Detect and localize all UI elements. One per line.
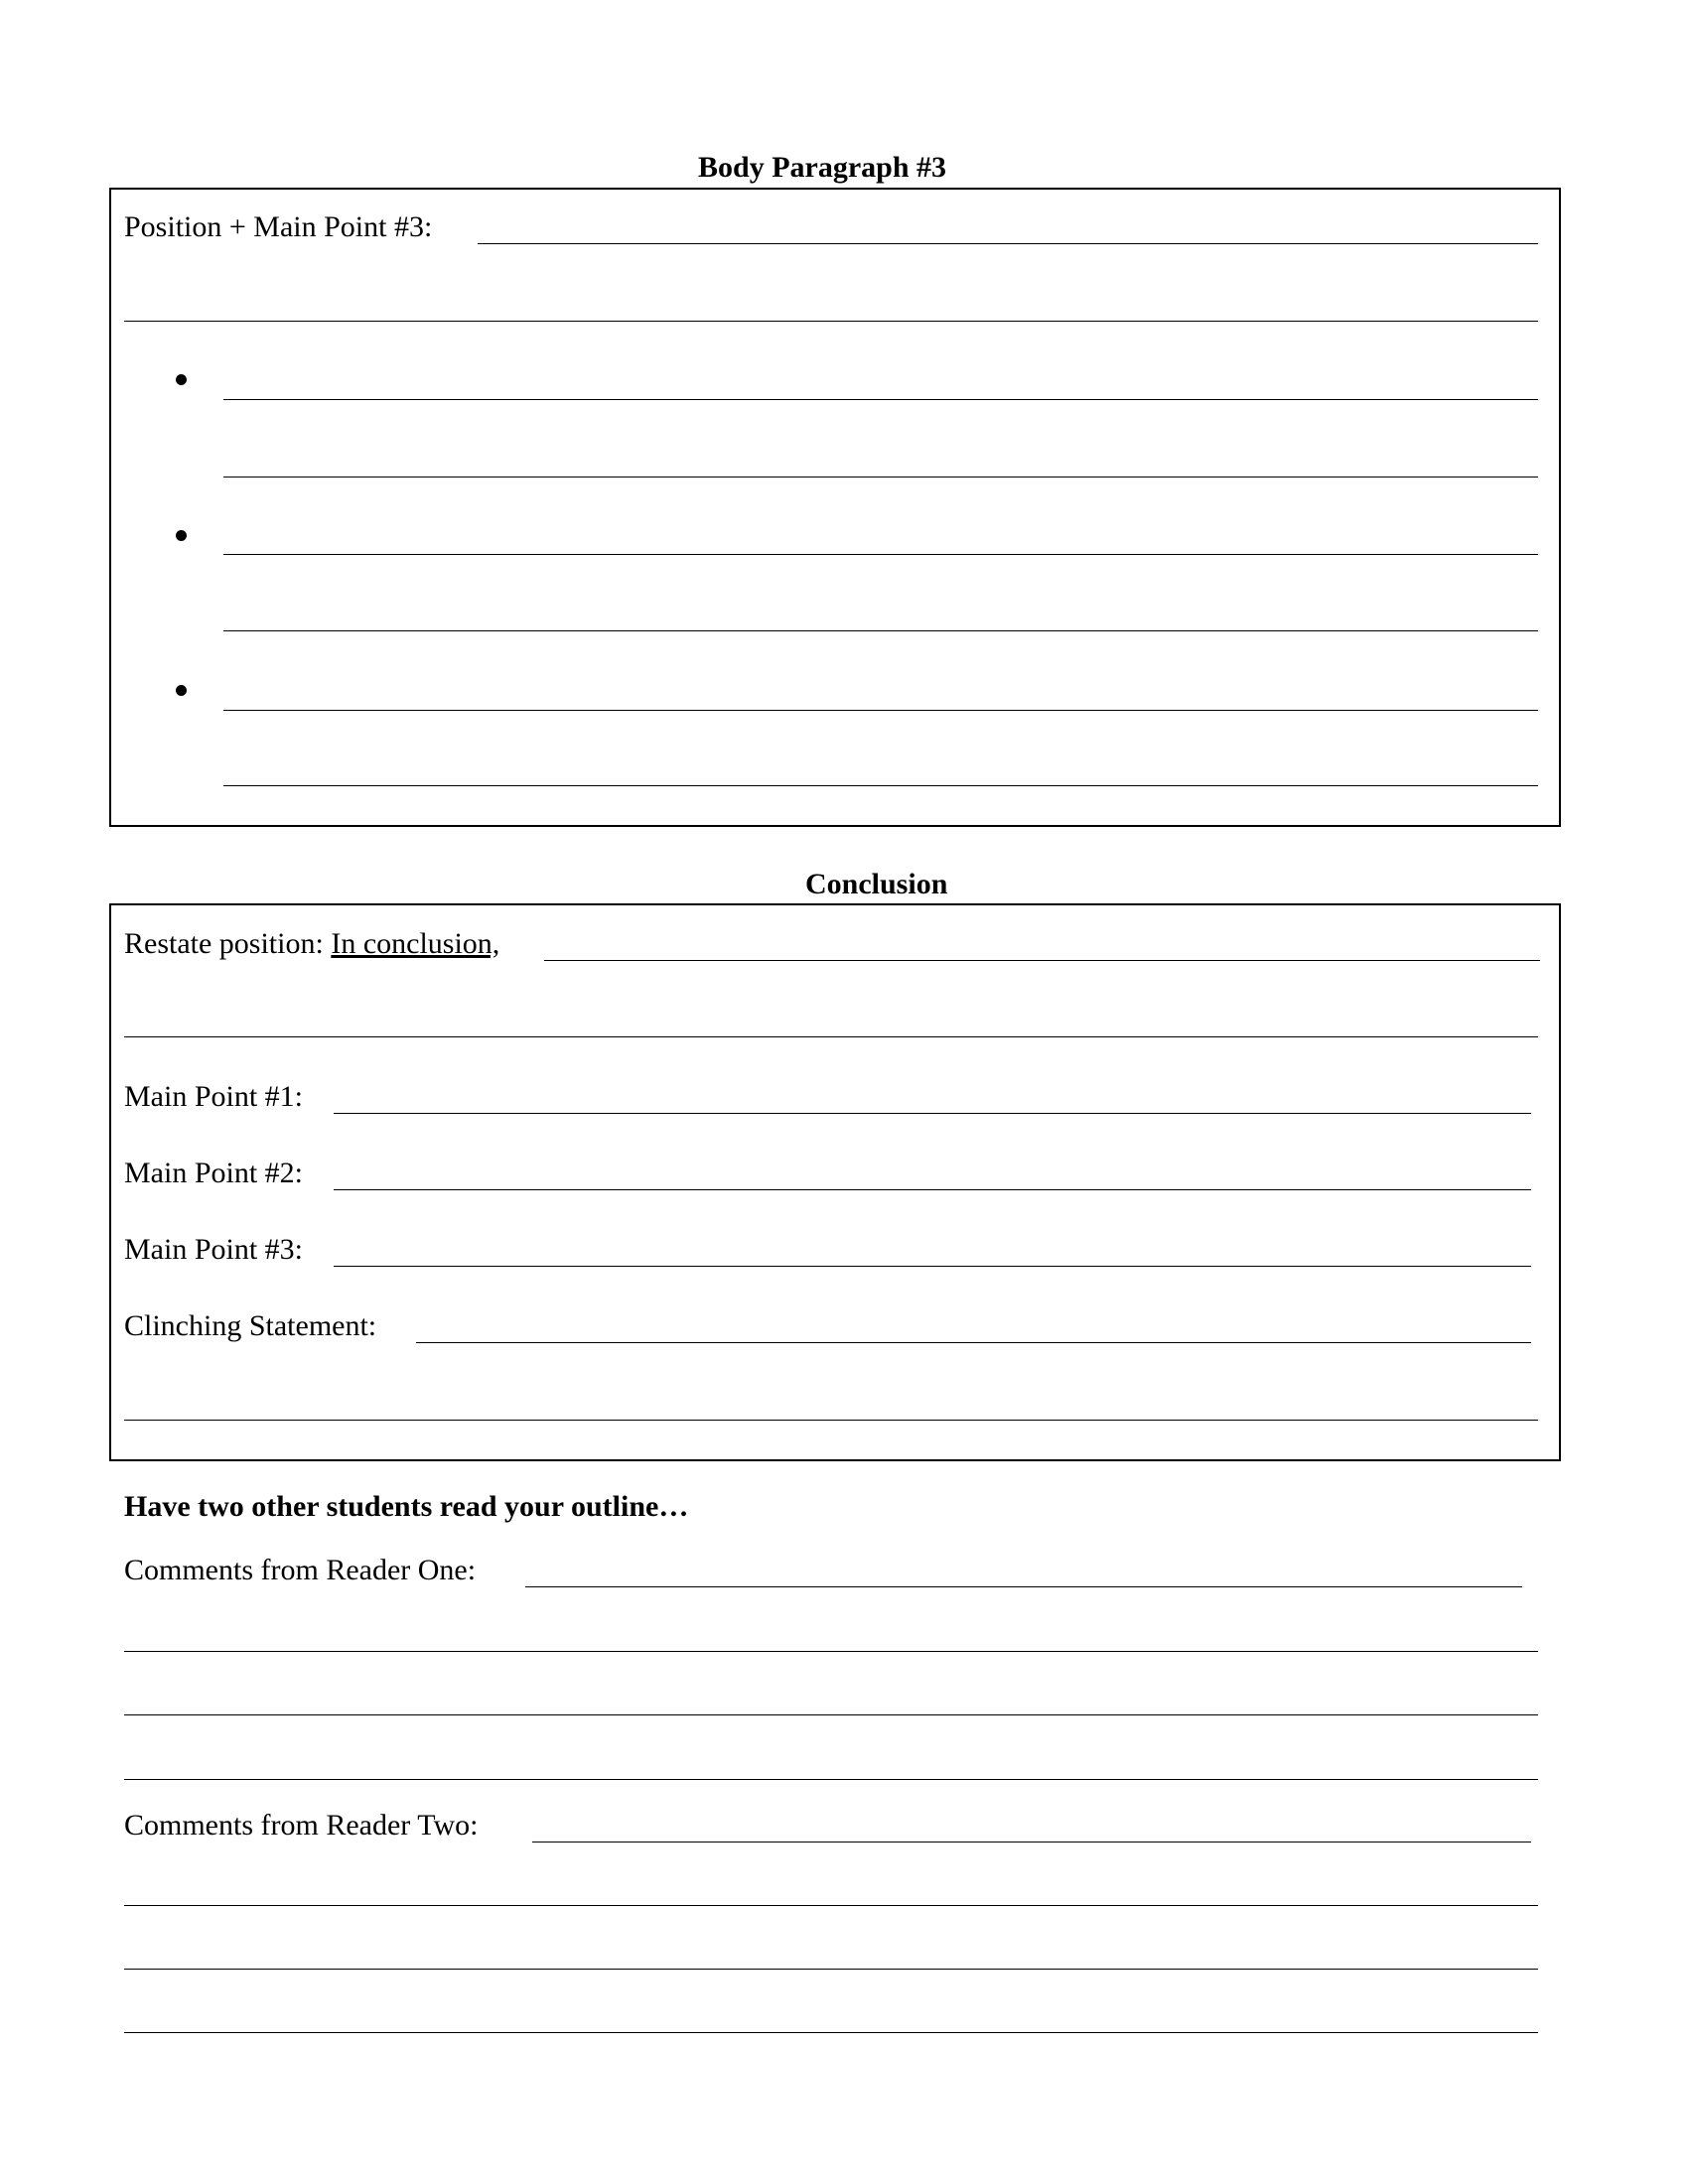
detail-2-line-2[interactable] (223, 630, 1538, 631)
body-paragraph-box (109, 188, 1561, 827)
detail-3-line-1[interactable] (223, 710, 1538, 711)
main-point-3-line[interactable] (334, 1266, 1531, 1267)
bullet-2 (176, 530, 187, 541)
reader-one-line-4[interactable] (124, 1779, 1538, 1780)
conclusion-title: Conclusion (805, 868, 948, 900)
reader-one-label: Comments from Reader One: (124, 1554, 477, 1586)
reader-two-label: Comments from Reader Two: (124, 1809, 479, 1842)
restate-starter: In conclusion, (331, 927, 500, 960)
main-point-label: Position + Main Point #3: (124, 210, 433, 243)
bullet-1 (176, 374, 187, 385)
reader-two-line-3[interactable] (124, 1969, 1538, 1970)
body-paragraph-title: Body Paragraph #3 (698, 151, 947, 184)
conclusion-box (109, 903, 1561, 1461)
main-point-1-line[interactable] (334, 1113, 1531, 1114)
main-point-2-label: Main Point #2: (124, 1157, 304, 1189)
clinching-line-2[interactable] (124, 1420, 1538, 1421)
detail-1-line-1[interactable] (223, 399, 1538, 400)
reader-two-line-2[interactable] (124, 1905, 1538, 1906)
clinching-line-1[interactable] (416, 1342, 1531, 1343)
restate-line-1[interactable] (544, 960, 1540, 961)
detail-2-line-1[interactable] (223, 554, 1538, 555)
reader-two-line-4[interactable] (124, 2032, 1538, 2033)
restate-line-2[interactable] (124, 1036, 1538, 1037)
clinching-statement-label: Clinching Statement: (124, 1309, 377, 1342)
main-point-1-label: Main Point #1: (124, 1080, 304, 1113)
main-point-2-line[interactable] (334, 1189, 1531, 1190)
main-point-line-1[interactable] (478, 243, 1538, 244)
detail-1-line-2[interactable] (223, 477, 1538, 478)
main-point-line-2[interactable] (124, 321, 1538, 322)
restate-label-text: Restate position: (124, 927, 324, 960)
reader-one-line-3[interactable] (124, 1714, 1538, 1715)
reader-one-line-1[interactable] (525, 1586, 1522, 1587)
detail-3-line-2[interactable] (223, 785, 1538, 786)
peer-review-heading: Have two other students read your outline… (124, 1490, 689, 1523)
reader-two-line-1[interactable] (532, 1842, 1531, 1843)
bullet-3 (176, 685, 187, 696)
restate-position-label (124, 927, 499, 961)
main-point-3-label: Main Point #3: (124, 1233, 304, 1266)
reader-one-line-2[interactable] (124, 1651, 1538, 1652)
